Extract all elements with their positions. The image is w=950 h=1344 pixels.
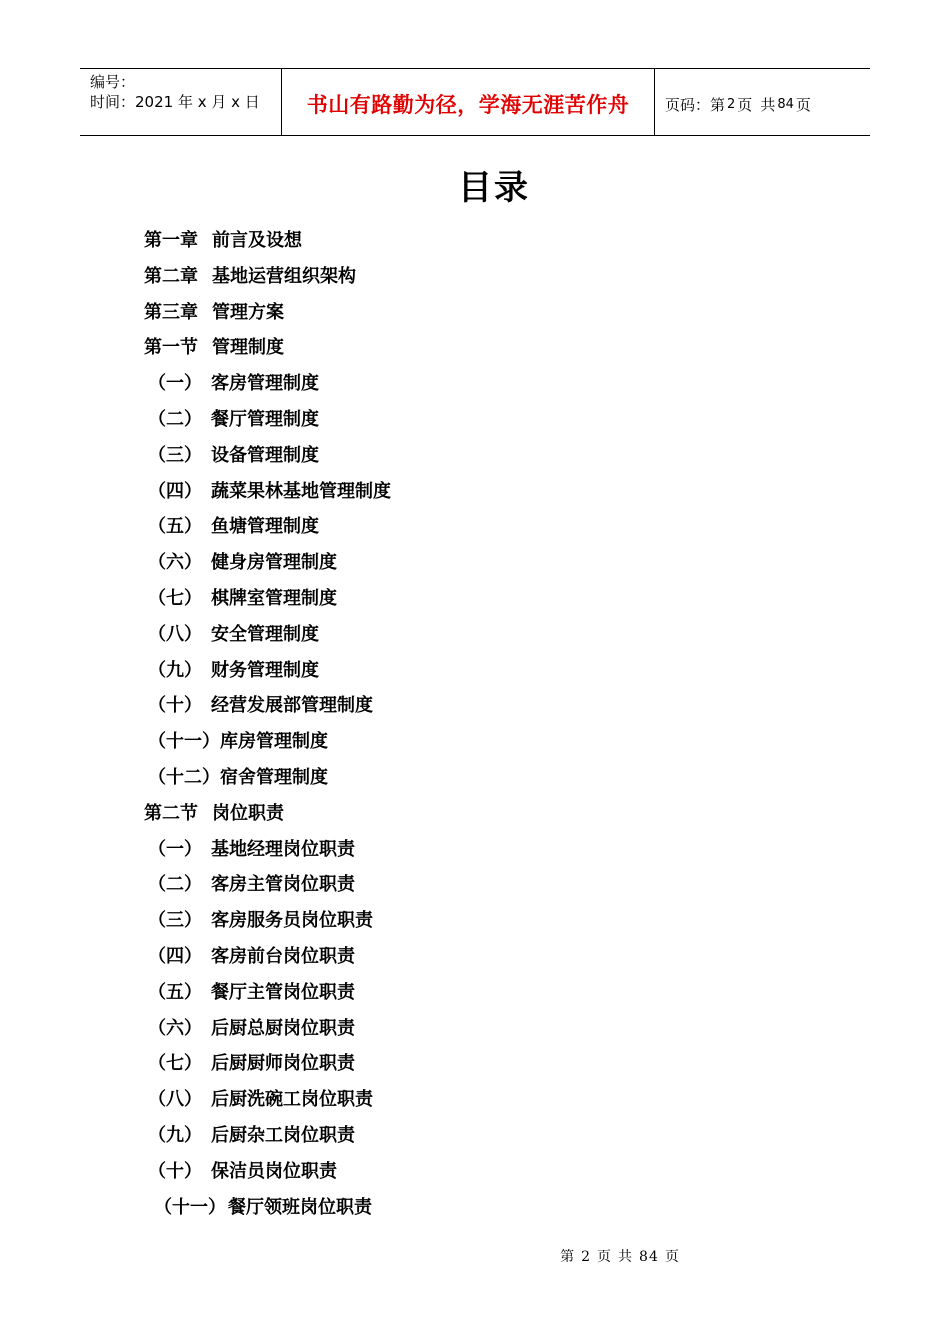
toc-entry-title: 财务管理制度 (211, 659, 319, 681)
footer-page-current: 2 (581, 1249, 592, 1265)
toc-entry-title: 后厨杂工岗位职责 (211, 1124, 355, 1146)
toc-entry-number: （二） (148, 408, 202, 430)
header-page-unit: 页 (737, 95, 753, 114)
footer-total-unit: 页 (664, 1249, 680, 1265)
toc-entry-number: （一） (148, 838, 202, 860)
toc-entry-title: 健身房管理制度 (211, 552, 337, 574)
header-page-current: 2 (727, 96, 736, 112)
header-total-label: 共 (760, 95, 776, 114)
toc-entry-title: 经营发展部管理制度 (211, 695, 373, 717)
toc-entry-number: 第一节 (144, 337, 198, 359)
toc-entry-title: 鱼塘管理制度 (211, 516, 319, 538)
toc-entry-number: （九） (148, 1124, 202, 1146)
toc-entry-title: 安全管理制度 (211, 623, 319, 645)
toc-entry-title: 客房主管岗位职责 (211, 874, 355, 896)
toc-entry-number: 第二章 (144, 265, 198, 287)
header-page-label: 页码：第 (665, 95, 726, 114)
toc-entry-number: 第一章 (144, 230, 198, 251)
toc-entry-number: （十） (148, 695, 202, 717)
toc-entry-number: （十） (148, 1160, 202, 1182)
toc-entry-title: 蔬菜果林基地管理制度 (211, 480, 391, 502)
header-total-unit: 页 (795, 95, 811, 114)
toc-entry-number: （九） (148, 659, 202, 681)
toc-entry-number: （十一） (154, 1196, 226, 1218)
header-page-total: 84 (777, 96, 794, 112)
footer-prefix: 第 (560, 1249, 576, 1265)
document-time-label: 时间：2021 年 x 月 x 日 (90, 93, 260, 111)
toc-entry-number: 第二节 (144, 802, 198, 824)
toc-entry-number: （二） (148, 874, 202, 896)
toc-entry-title: 后厨厨师岗位职责 (211, 1053, 355, 1075)
toc-entry-title: 管理方案 (212, 301, 284, 323)
toc-entry-number: （八） (148, 623, 202, 645)
toc-entry-number: 第三章 (144, 301, 198, 323)
footer-total-label: 共 (618, 1249, 634, 1265)
toc-entry-number: （七） (148, 587, 202, 609)
toc-entry-title: 餐厅领班岗位职责 (228, 1196, 372, 1218)
toc-entry-number: （四） (148, 480, 202, 502)
toc-entry-number: （五） (148, 516, 202, 538)
toc-entry-title: 基地运营组织架构 (212, 265, 356, 287)
toc-entry-number: （三） (148, 444, 202, 466)
toc-entry-title: 设备管理制度 (211, 444, 319, 466)
toc-entry-number: （六） (148, 552, 202, 574)
toc-entry-title: 客房服务员岗位职责 (211, 910, 373, 932)
toc-entry-number: （八） (148, 1089, 202, 1111)
page-footer (0, 1246, 950, 1266)
header-page-info (655, 69, 870, 135)
document-number-label: 编号： (90, 73, 136, 91)
toc-entry-title: 后厨洗碗工岗位职责 (211, 1089, 373, 1111)
footer-page-unit: 页 (597, 1249, 613, 1265)
toc-entry-number: （十一） (148, 731, 220, 753)
toc-entry-number: （一） (148, 373, 202, 395)
header-motto-cell (282, 69, 655, 135)
toc-entry-number: （七） (148, 1053, 202, 1075)
toc-entry-title: 库房管理制度 (220, 731, 328, 753)
toc-entry-title: 基地经理岗位职责 (211, 838, 355, 860)
toc-entry-title: 客房前台岗位职责 (211, 945, 355, 967)
toc-entry-title: 客房管理制度 (211, 373, 319, 395)
toc-entry-number: （四） (148, 945, 202, 967)
header-motto: 书山有路勤为径，学海无涯苦作舟 (306, 93, 630, 117)
footer-page-total: 84 (639, 1249, 659, 1265)
toc-title: 目录 (458, 168, 530, 208)
toc-entry-number: （六） (148, 1017, 202, 1039)
toc-entry-title: 棋牌室管理制度 (211, 587, 337, 609)
toc-entry-title: 后厨总厨岗位职责 (211, 1017, 355, 1039)
toc-entry-title: 保洁员岗位职责 (211, 1160, 337, 1182)
toc-entry-title: 餐厅管理制度 (211, 408, 319, 430)
toc-entry-title: 管理制度 (212, 337, 284, 359)
toc-entry-number: （五） (148, 981, 202, 1003)
toc-entry-number: （三） (148, 910, 202, 932)
toc-entry-title: 岗位职责 (212, 802, 284, 824)
toc-entry-number: （十二） (148, 766, 220, 788)
toc-entry-title: 餐厅主管岗位职责 (211, 981, 355, 1003)
page-header (80, 68, 870, 136)
header-meta (80, 69, 282, 135)
toc-entry-title: 前言及设想 (212, 230, 302, 251)
toc-entry-title: 宿舍管理制度 (220, 766, 328, 788)
